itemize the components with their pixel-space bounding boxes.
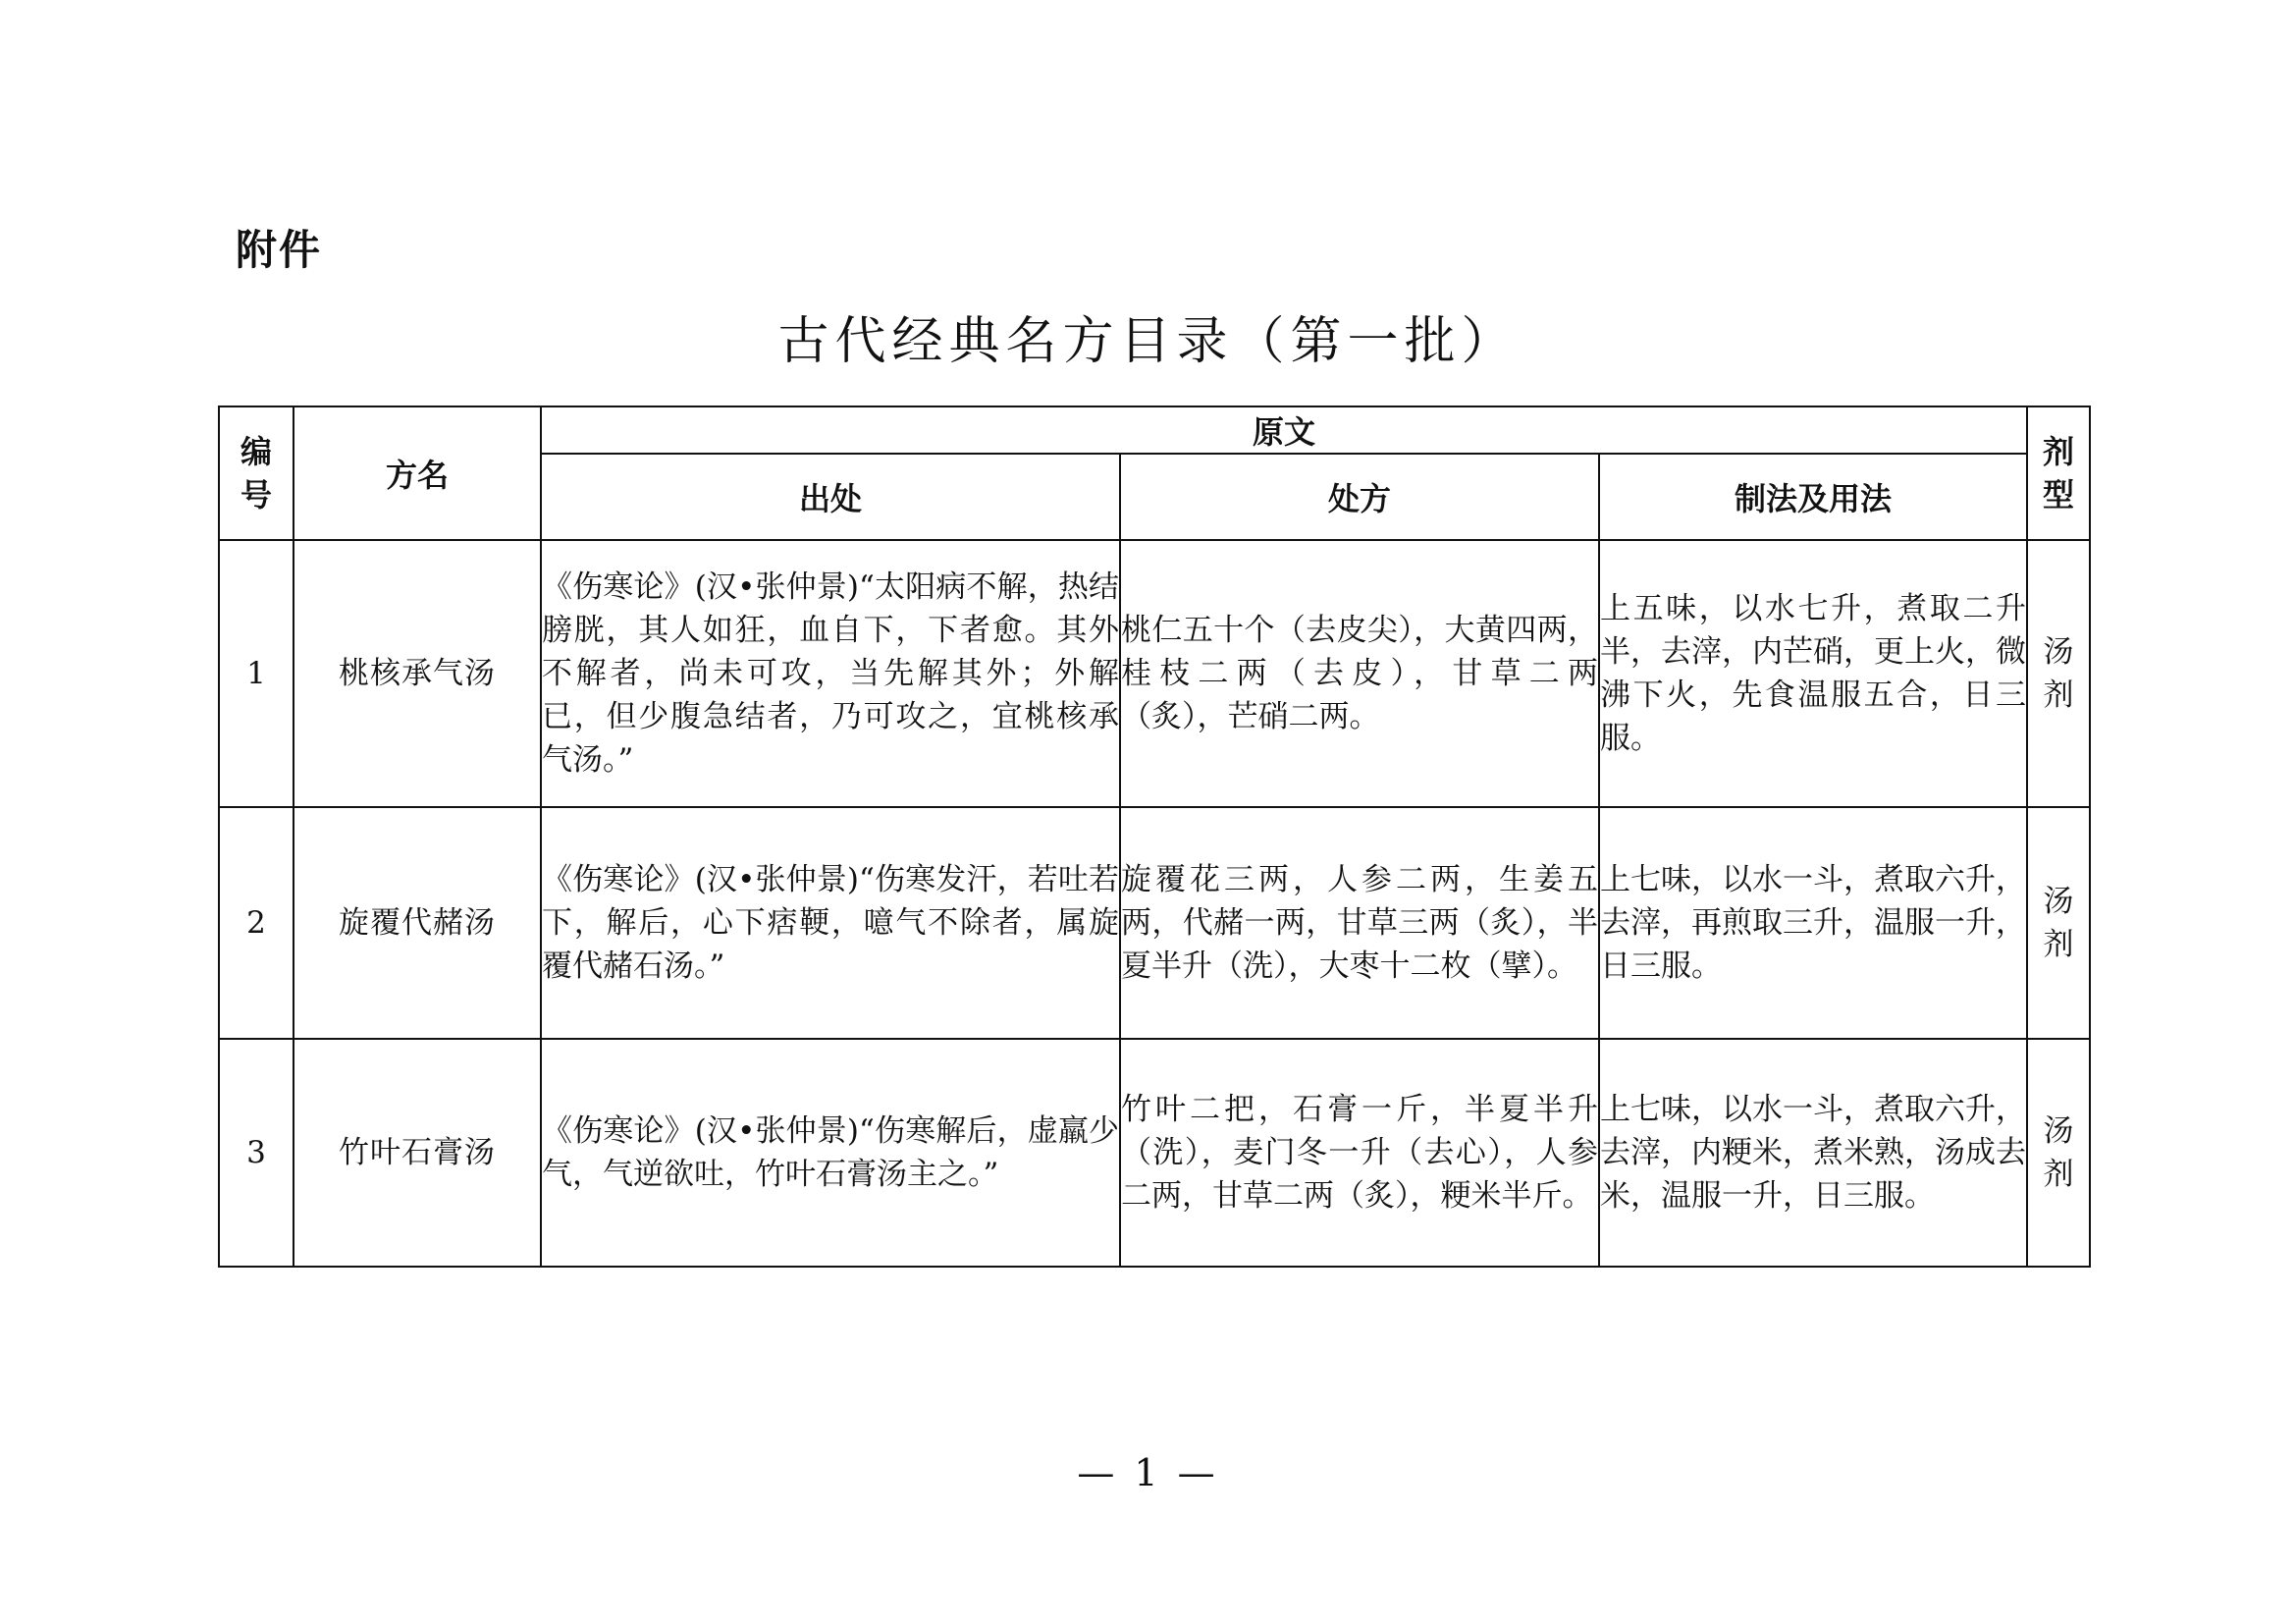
dosage-form-char-1: 汤 <box>2043 884 2074 919</box>
header-dosage-form-char-2: 型 <box>2043 476 2075 514</box>
source-text: 《伤寒论》(汉•张仲景)“太阳病不解，热结膀胱，其人如狂，血自下，下者愈。其外不解者，尚未可攻，当先解其外；外解已，但少腹急结者，乃可攻之，宜桃核承气汤。” <box>541 540 1120 807</box>
attachment-label: 附件 <box>236 226 323 274</box>
header-dosage-form <box>2027 406 2090 540</box>
preparation-text: 上五味，以水七升，煮取二升半，去滓，内芒硝，更上火，微沸下火，先食温服五合，日三服。 <box>1599 540 2027 807</box>
prescription-text: 桃仁五十个（去皮尖），大黄四两，桂枝二两（去皮），甘草二两（炙），芒硝二两。 <box>1120 540 1599 807</box>
row-number: 3 <box>219 1039 294 1267</box>
header-prescription: 处方 <box>1120 454 1599 540</box>
dosage-form <box>2027 540 2090 807</box>
dosage-form <box>2027 1039 2090 1267</box>
row-number: 1 <box>219 540 294 807</box>
dosage-form <box>2027 807 2090 1039</box>
header-source: 出处 <box>541 454 1120 540</box>
row-number: 2 <box>219 807 294 1039</box>
table-row <box>219 1039 2090 1267</box>
page-title: 古代经典名方目录（第一批） <box>777 312 1519 371</box>
header-number <box>219 406 294 540</box>
prescription-text: 竹叶二把，石膏一斤，半夏半升（洗），麦门冬一升（去心），人参二两，甘草二两（炙），粳米半斤。 <box>1120 1039 1599 1267</box>
preparation-text: 上七味，以水一斗，煮取六升，去滓，再煎取三升，温服一升，日三服。 <box>1599 807 2027 1039</box>
dosage-form-char-1: 汤 <box>2043 1113 2074 1149</box>
header-row-top <box>219 406 2090 454</box>
header-number-char-1: 编 <box>240 433 272 470</box>
table-row <box>219 807 2090 1039</box>
source-text: 《伤寒论》(汉•张仲景)“伤寒解后，虚羸少气，气逆欲吐，竹叶石膏汤主之。” <box>541 1039 1120 1267</box>
dosage-form-char-2: 剂 <box>2043 927 2074 962</box>
header-preparation: 制法及用法 <box>1599 454 2027 540</box>
formula-name: 旋覆代赭汤 <box>294 807 541 1039</box>
table-row <box>219 540 2090 807</box>
header-number-char-2: 号 <box>240 476 272 514</box>
formula-name: 竹叶石膏汤 <box>294 1039 541 1267</box>
prescription-catalog-table <box>218 406 2091 1268</box>
preparation-text: 上七味，以水一斗，煮取六升，去滓，内粳米，煮米熟，汤成去米，温服一升，日三服。 <box>1599 1039 2027 1267</box>
header-name: 方名 <box>294 406 541 540</box>
prescription-text: 旋覆花三两，人参二两，生姜五两，代赭一两，甘草三两（炙），半夏半升（洗），大枣十二枚（擘）。 <box>1120 807 1599 1039</box>
source-text: 《伤寒论》(汉•张仲景)“伤寒发汗，若吐若下，解后，心下痞鞕，噫气不除者，属旋覆代赭石汤。” <box>541 807 1120 1039</box>
header-original-text: 原文 <box>541 406 2027 454</box>
dosage-form-char-2: 剂 <box>2043 677 2074 713</box>
page-number: — 1 — <box>1077 1451 1219 1494</box>
dosage-form-char-1: 汤 <box>2043 634 2074 670</box>
dosage-form-char-2: 剂 <box>2043 1157 2074 1192</box>
header-dosage-form-char-1: 剂 <box>2043 433 2075 470</box>
formula-name: 桃核承气汤 <box>294 540 541 807</box>
